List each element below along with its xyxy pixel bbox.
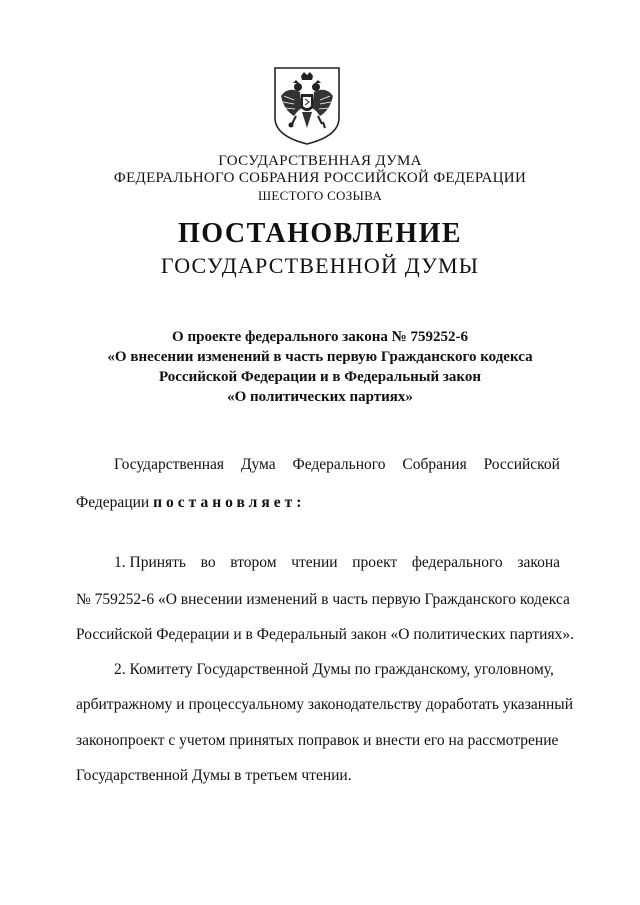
word: Российской — [483, 456, 560, 473]
subject-line-1: О проекте федерального закона № 759252-6 — [172, 329, 468, 345]
preamble-line-1 — [114, 455, 560, 475]
item1-line-1 — [114, 553, 560, 573]
word: Государственная — [114, 456, 225, 473]
item2-line-1: 2. Комитету Государственной Думы по гражданскому, уголовному, — [114, 661, 554, 678]
document-subtitle: ГОСУДАРСТВЕННОЙ ДУМЫ — [160, 253, 480, 278]
word: во — [200, 554, 216, 571]
item2-line-4: Государственной Думы в третьем чтении. — [76, 767, 352, 784]
subject-line-4: «О политических партиях» — [227, 389, 413, 405]
word: 1. Принять — [114, 554, 187, 571]
header-line-2: ФЕДЕРАЛЬНОГО СОБРАНИЯ РОССИЙСКОЙ ФЕДЕРАЦИИ — [113, 170, 527, 186]
word: Дума — [240, 456, 276, 473]
item2-line-3: законопроект с учетом принятых поправок и внести его на рассмотрение — [76, 732, 559, 749]
subject-block — [60, 327, 580, 407]
header-line-3: ШЕСТОГО СОЗЫВА — [257, 188, 383, 203]
header-line-1: ГОСУДАРСТВЕННАЯ ДУМА — [218, 153, 422, 169]
item1-line-3: Российской Федерации и в Федеральный закон «О политических партиях». — [76, 626, 574, 643]
word: Собрания — [402, 456, 467, 473]
word: федерального — [411, 554, 503, 571]
word: проект — [352, 554, 398, 571]
item2-line-2: арбитражному и процессуальному законодательству доработать указанный — [76, 696, 573, 713]
russian-coat-of-arms-icon — [272, 66, 342, 146]
word: втором — [230, 554, 277, 571]
item1-line-2: № 759252-6 «О внесении изменений в часть первую Гражданского кодекса — [76, 591, 570, 608]
word: Федерального — [292, 456, 386, 473]
subject-line-3: Российской Федерации и в Федеральный закон — [158, 369, 481, 385]
word: чтении — [291, 554, 338, 571]
document-title: ПОСТАНОВЛЕНИЕ — [177, 218, 463, 249]
preamble-text: Федерации — [76, 494, 150, 511]
word: закона — [517, 554, 560, 571]
decree-word: постановляет: — [153, 494, 306, 511]
subject-line-2: «О внесении изменений в часть первую Гражданского кодекса — [107, 349, 533, 365]
preamble-line-2 — [76, 493, 305, 513]
